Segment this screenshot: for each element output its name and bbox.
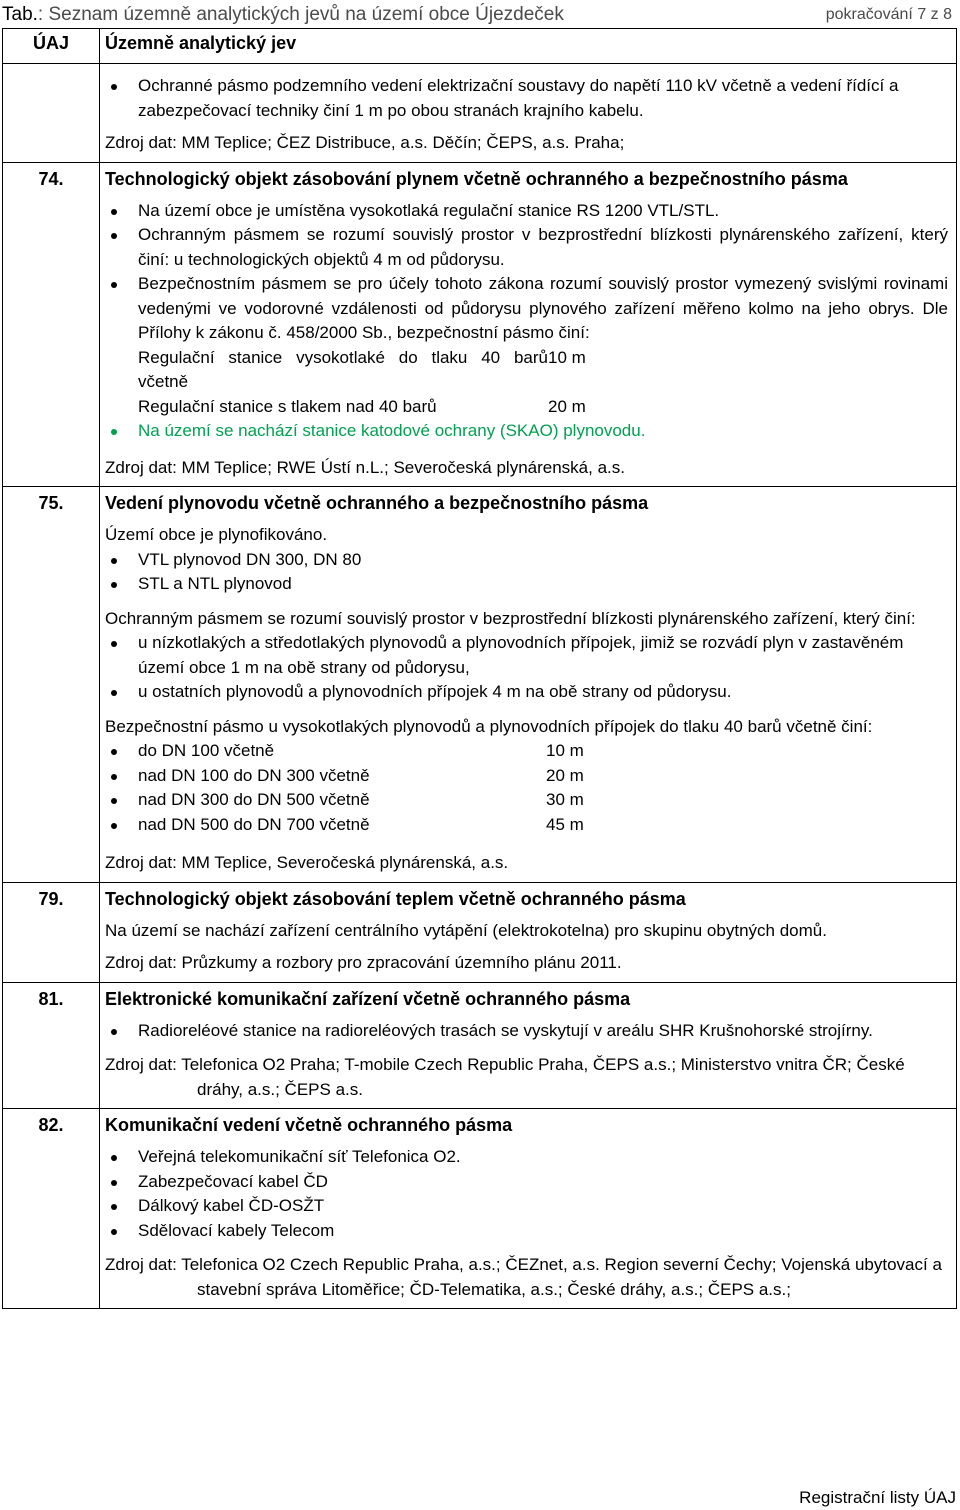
table-row <box>3 982 957 1109</box>
list-item: u nízkotlakých a středotlakých plynovodů a plynovodních přípojek, jimiž se rozvádí plyn v zastavěném území obce 1 m na obě strany od půdorysu, <box>105 631 948 680</box>
table-row <box>3 162 957 487</box>
row-content <box>100 64 957 163</box>
list-item: u ostatních plynovodů a plynovodních přípojek 4 m na obě strany od půdorysu. <box>105 680 948 705</box>
row-number-text: 75. <box>38 493 64 513</box>
row-number-text: 74. <box>38 168 64 189</box>
table-row <box>3 487 957 883</box>
row-number-text: 81. <box>38 988 64 1009</box>
row-heading: Vedení plynovodu včetně ochranného a bezpečnostního pásma <box>105 493 649 513</box>
distance-row <box>138 395 948 420</box>
list-item: Sdělovací kabely Telecom <box>105 1219 948 1244</box>
row-heading: Technologický objekt zásobování plynem včetně ochranného a bezpečnostního pásma <box>105 168 848 189</box>
source-text: Zdroj dat: Telefonica O2 Praha; T-mobile Czech Republic Praha, ČEPS a.s.; Ministerstvo vnitra ČR; České dráhy, a.s.; ČEPS a.s. <box>105 1055 905 1099</box>
row-content <box>100 1109 957 1309</box>
distance-label: nad DN 100 do DN 300 včetně <box>138 765 370 785</box>
bullet-list <box>105 74 948 123</box>
distance-label: nad DN 500 do DN 700 včetně <box>138 814 370 834</box>
list-item: Radioreléové stanice na radioreléových trasách se vyskytují v areálu SHR Krušnohorské strojírny. <box>105 1019 948 1044</box>
list-item <box>105 739 948 764</box>
page-title <box>2 4 564 26</box>
list-item: Zabezpečovací kabel ČD <box>105 1170 948 1195</box>
paragraph: Bezpečnostní pásmo u vysokotlakých plynovodů a plynovodních přípojek do tlaku 40 barů včetně činí: <box>105 716 873 736</box>
source-line: Zdroj dat: MM Teplice; RWE Ústí n.L.; Severočeská plynárenská, a.s. <box>105 457 625 477</box>
list-item: Ochranným pásmem se rozumí souvislý prostor v bezprostřední blízkosti plynárenského zařízení, který činí: u technologických objektů 4 m od půdorysu. <box>105 223 948 272</box>
page-title-row <box>0 2 960 28</box>
row-content <box>100 882 957 982</box>
row-content <box>100 162 957 487</box>
list-item: Dálkový kabel ČD-OSŽT <box>105 1194 948 1219</box>
source-line <box>105 1253 948 1302</box>
distance-value: 20 m <box>548 396 586 416</box>
bullet-list <box>105 199 948 444</box>
distance-label: do DN 100 včetně <box>138 741 275 760</box>
row-number <box>3 162 100 487</box>
row-number-empty <box>3 64 100 163</box>
list-item-green: Na území se nachází stanice katodové ochrany (SKAO) plynovodu. <box>105 419 948 444</box>
header-col-uaj: ÚAJ <box>3 29 100 64</box>
row-number <box>3 982 100 1109</box>
table-row <box>3 882 957 982</box>
row-number <box>3 487 100 883</box>
list-item: Veřejná telekomunikační síť Telefonica O2. <box>105 1145 948 1170</box>
row-number-text: 82. <box>38 1115 64 1135</box>
row-number <box>3 882 100 982</box>
list-item: VTL plynovod DN 300, DN 80 <box>105 548 948 573</box>
list-item: Na území obce je umístěna vysokotlaká regulační stanice RS 1200 VTL/STL. <box>105 199 948 224</box>
list-item <box>105 813 948 838</box>
list-item-text: Bezpečnostním pásmem se pro účely tohoto zákona rozumí souvislý prostor vymezený svislými rovinami vedenými ve vodorovné vzdálenosti od půdorysu plynového zařízení měřeno kolmo na jeho obrys. Dle Přílohy k zákonu č. 458/2000 Sb., bezpečnostní pásmo činí: <box>138 274 948 342</box>
distance-row <box>138 346 948 395</box>
distance-label: Regulační stanice s tlakem nad 40 barů <box>138 396 437 416</box>
paragraph: Ochranným pásmem se rozumí souvislý prostor v bezprostřední blízkosti plynárenského zařízení, který činí: <box>105 608 916 628</box>
row-heading: Komunikační vedení včetně ochranného pásma <box>105 1115 513 1135</box>
distance-value: 10 m <box>546 741 584 760</box>
source-line: Zdroj dat: Průzkumy a rozbory pro zpracování územního plánu 2011. <box>105 953 622 972</box>
row-content <box>100 982 957 1109</box>
table-row <box>3 64 957 163</box>
source-line: Zdroj dat: MM Teplice, Severočeská plynárenská, a.s. <box>105 853 509 872</box>
page-footer: Registrační listy ÚAJ <box>799 1488 956 1507</box>
intro-text: Území obce je plynofikováno. <box>105 525 328 544</box>
table-row <box>3 1109 957 1309</box>
distance-list <box>105 739 948 837</box>
row-number <box>3 1109 100 1309</box>
row-heading: Elektronické komunikační zařízení včetně ochranného pásma <box>105 988 631 1009</box>
distance-label: nad DN 300 do DN 500 včetně <box>138 790 370 809</box>
source-line: Zdroj dat: MM Teplice; ČEZ Distribuce, a.s. Děčín; ČEPS, a.s. Praha; <box>105 133 625 152</box>
list-item: Ochranné pásmo podzemního vedení elektrizační soustavy do napětí 110 kV včetně a vedení řídící a zabezpečovací techniky činí 1 m po obou stranách krajního kabelu. <box>105 74 948 123</box>
row-number-text: 79. <box>38 888 64 909</box>
list-item <box>105 764 948 789</box>
bullet-list <box>105 631 948 705</box>
source-line <box>105 1053 948 1102</box>
distance-value: 20 m <box>546 765 584 785</box>
list-item <box>105 272 948 419</box>
row-heading: Technologický objekt zásobování teplem včetně ochranného pásma <box>105 888 686 909</box>
distance-value: 10 m <box>548 347 586 367</box>
row-content <box>100 487 957 883</box>
header-col-jev: Územně analytický jev <box>100 29 957 64</box>
list-item <box>105 788 948 813</box>
bullet-list <box>105 1019 948 1044</box>
bullet-list <box>105 1145 948 1243</box>
table-header-row <box>3 29 957 64</box>
bullet-list <box>105 548 948 597</box>
title-text: : Seznam územně analytických jevů na území obce Újezdeček <box>37 4 564 25</box>
distance-value: 30 m <box>546 790 584 809</box>
uaj-table <box>2 28 957 1309</box>
title-tab-label: Tab. <box>2 4 38 25</box>
list-item: STL a NTL plynovod <box>105 572 948 597</box>
paragraph: Na území se nachází zařízení centrálního vytápění (elektrokotelna) pro skupinu obytných domů. <box>105 920 827 940</box>
distance-value: 45 m <box>546 814 584 834</box>
continuation-label: pokračování 7 z 8 <box>825 6 952 23</box>
source-text: Zdroj dat: Telefonica O2 Czech Republic Praha, a.s.; ČEZnet, a.s. Region severní Čechy; Vojenská ubytovací a stavební správa Litoměřice; ČD-Telematika, a.s.; České dráhy, a.s.; ČEPS a.s.; <box>105 1255 942 1299</box>
distance-label: Regulační stanice vysokotlaké do tlaku 40 barů včetně <box>138 347 548 391</box>
